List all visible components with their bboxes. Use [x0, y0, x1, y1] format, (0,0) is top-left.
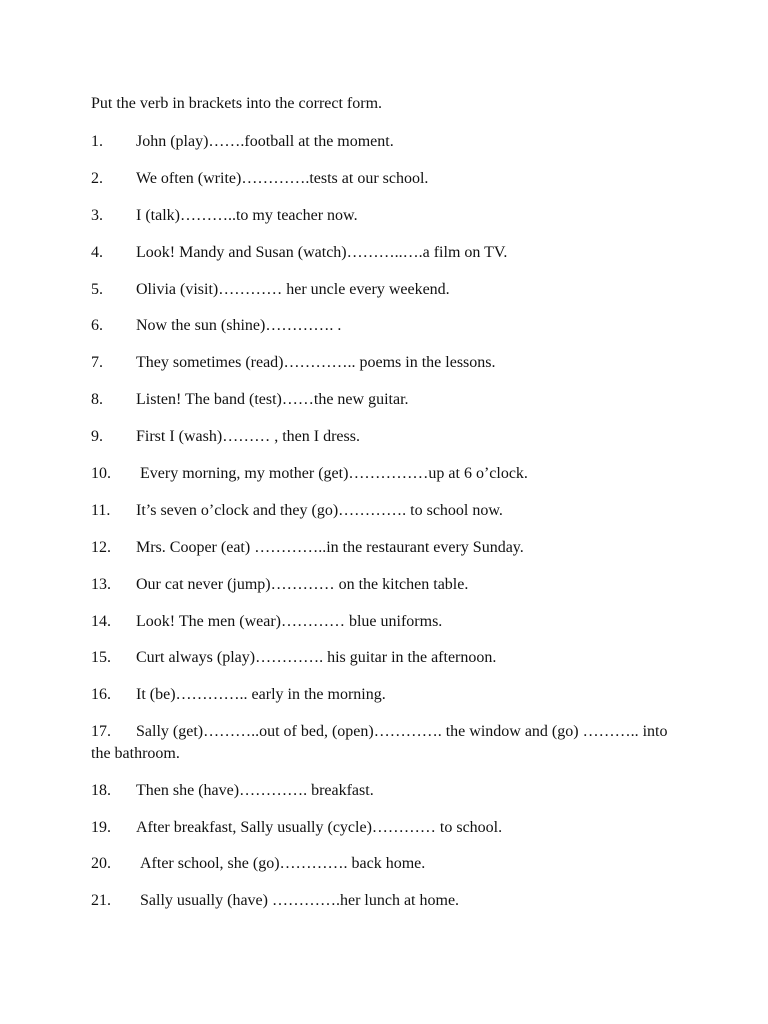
item-number: 11. [91, 501, 111, 519]
item-text: Olivia (visit)………… her uncle every weekend. [136, 280, 450, 298]
list-item [91, 131, 691, 153]
item-text: Then she (have)…………. breakfast. [136, 781, 374, 799]
item-number: 12. [91, 538, 111, 556]
item-text: It (be)………….. early in the morning. [136, 686, 386, 704]
list-item [91, 315, 691, 337]
list-item [91, 500, 691, 522]
item-number: 20. [91, 855, 111, 873]
item-number: 5. [91, 280, 103, 298]
list-item [91, 426, 691, 448]
item-number: 3. [91, 206, 103, 224]
item-number: 18. [91, 781, 111, 799]
item-text: After breakfast, Sally usually (cycle)………… to school. [136, 818, 503, 836]
exercise-list [91, 131, 691, 927]
list-item [91, 537, 691, 559]
item-number: 16. [91, 686, 111, 704]
item-number: 19. [91, 818, 111, 836]
item-text: Look! The men (wear)………… blue uniforms. [136, 612, 443, 630]
item-text: We often (write)………….tests at our school. [136, 169, 429, 187]
item-number: 15. [91, 649, 111, 667]
item-text: Curt always (play)…………. his guitar in the afternoon. [136, 649, 497, 667]
item-number: 13. [91, 575, 111, 593]
instruction-text: Put the verb in brackets into the correct form. [91, 95, 383, 112]
list-item [91, 463, 691, 485]
list-item [91, 279, 691, 301]
item-text: First I (wash)……… , then I dress. [136, 428, 360, 446]
list-item [91, 684, 691, 706]
item-text: Now the sun (shine)…………. . [136, 317, 342, 335]
item-number: 9. [91, 428, 103, 446]
item-number: 21. [91, 892, 111, 910]
item-text: Sally (get)………..out of bed, (open)…………. the window and (go) ……….. into the bathroom. [91, 723, 672, 762]
item-text: Every morning, my mother (get)……………up at 6 o’clock. [136, 465, 528, 483]
list-item [91, 890, 691, 912]
item-number: 6. [91, 317, 103, 335]
item-text: John (play)…….football at the moment. [136, 133, 394, 150]
item-text: I (talk)………..to my teacher now. [136, 206, 358, 224]
list-item [91, 647, 691, 669]
item-text: Look! Mandy and Susan (watch)………..….a film on TV. [136, 243, 508, 261]
list-item [91, 853, 691, 875]
item-number: 10. [91, 465, 111, 483]
list-item [91, 205, 691, 227]
item-text: After school, she (go)…………. back home. [136, 855, 426, 873]
item-text: It’s seven o’clock and they (go)…………. to school now. [136, 501, 503, 519]
list-item [91, 574, 691, 596]
list-item [91, 611, 691, 633]
list-item [91, 721, 691, 764]
list-item [91, 352, 691, 374]
item-number: 8. [91, 391, 103, 409]
item-text: Sally usually (have) ………….her lunch at home. [136, 892, 460, 910]
item-number: 17. [91, 723, 111, 741]
list-item [91, 780, 691, 802]
item-number: 4. [91, 243, 103, 261]
list-item [91, 242, 691, 264]
list-item [91, 817, 691, 839]
item-number: 2. [91, 169, 103, 187]
item-text: Mrs. Cooper (eat) …………..in the restaurant every Sunday. [136, 538, 524, 556]
item-number: 1. [91, 133, 103, 150]
item-text: Listen! The band (test)……the new guitar. [136, 391, 409, 409]
item-text: They sometimes (read)………….. poems in the lessons. [136, 354, 496, 372]
item-text: Our cat never (jump)………… on the kitchen table. [136, 575, 469, 593]
item-number: 7. [91, 354, 103, 372]
list-item [91, 168, 691, 190]
item-number: 14. [91, 612, 111, 630]
list-item [91, 389, 691, 411]
